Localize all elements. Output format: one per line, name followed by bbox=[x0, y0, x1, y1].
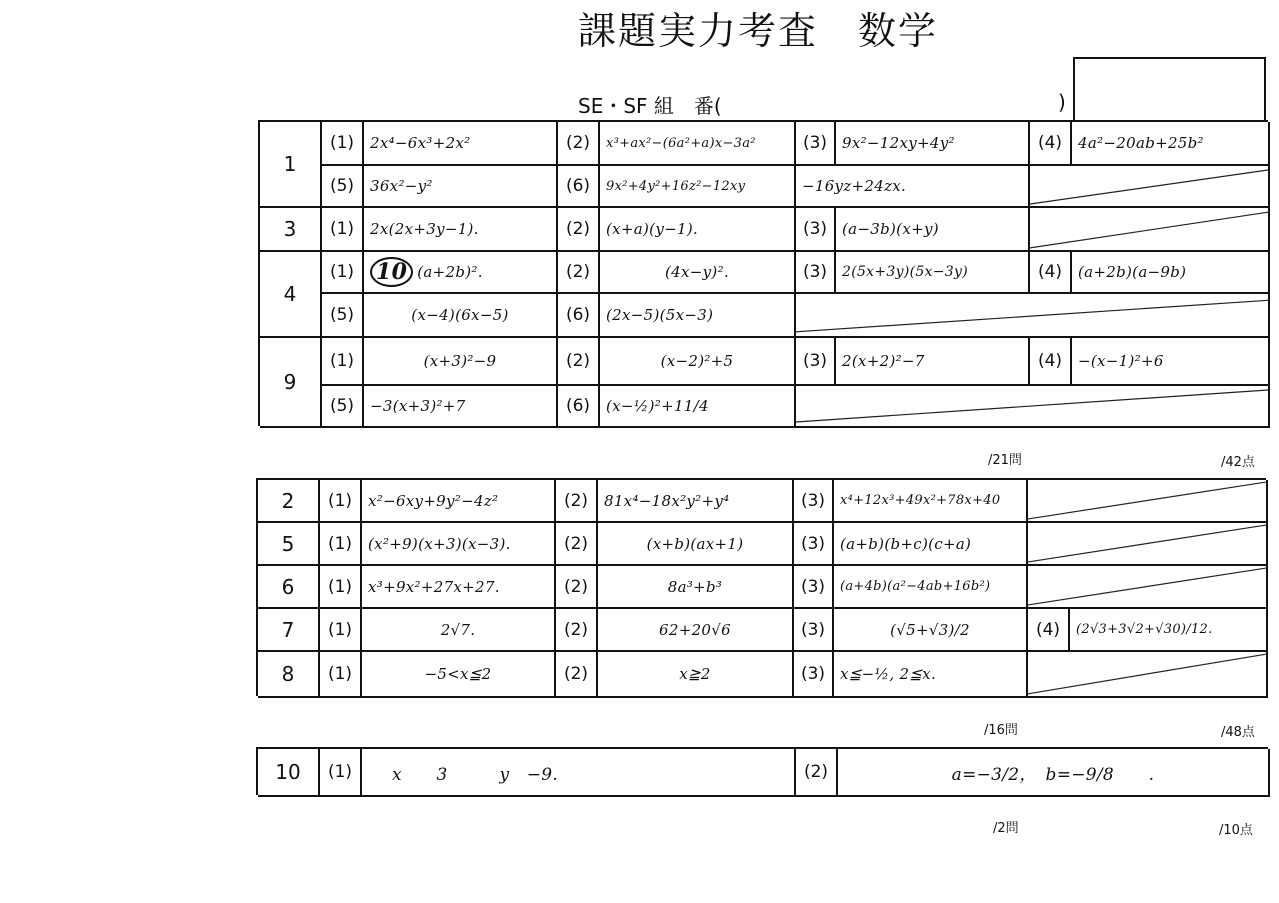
answer-cell: (√5+√3)/2 bbox=[834, 609, 1028, 652]
part-label: (1) bbox=[320, 609, 362, 652]
answer-cell: 2(5x+3y)(5x−3y) bbox=[836, 252, 1030, 294]
part-label: (2) bbox=[556, 652, 598, 698]
part-label: (3) bbox=[796, 338, 836, 386]
struck-blank-cell bbox=[796, 294, 1270, 338]
score-points: /48点 bbox=[1221, 725, 1255, 740]
part-label: (3) bbox=[796, 252, 836, 294]
class-number-close: ) bbox=[1058, 90, 1066, 114]
part-label: (6) bbox=[558, 386, 600, 428]
answer-cell: x³+ax²−(6a²+a)x−3a² bbox=[600, 122, 796, 166]
question-number: 1 bbox=[260, 122, 322, 208]
struck-blank-cell bbox=[1028, 566, 1268, 609]
answer-cell: x≦−½, 2≦x. bbox=[834, 652, 1028, 698]
struck-blank-cell bbox=[1030, 208, 1270, 252]
part-label: (3) bbox=[794, 652, 834, 698]
question-number: 8 bbox=[258, 652, 320, 698]
answer-cell: (x+b)(ax+1) bbox=[598, 523, 794, 566]
grader-mark: 10 bbox=[370, 257, 413, 287]
part-label: (3) bbox=[794, 480, 834, 523]
part-label: (2) bbox=[558, 208, 600, 252]
part-label: (1) bbox=[322, 208, 364, 252]
part-label: (6) bbox=[558, 166, 600, 208]
part-label: (4) bbox=[1030, 338, 1072, 386]
part-label: (6) bbox=[558, 294, 600, 338]
answer-cell: −3(x+3)²+7 bbox=[364, 386, 558, 428]
answer-cell: 4a²−20ab+25b² bbox=[1072, 122, 1270, 166]
part-label: (3) bbox=[794, 566, 834, 609]
answer-cell: x³+9x²+27x+27. bbox=[362, 566, 556, 609]
struck-blank-cell bbox=[1028, 523, 1268, 566]
answer-cell: −5<x≦2 bbox=[362, 652, 556, 698]
part-label: (2) bbox=[558, 122, 600, 166]
question-number: 6 bbox=[258, 566, 320, 609]
answer-cell: −(x−1)²+6 bbox=[1072, 338, 1270, 386]
answer-cell: (a+b)(b+c)(c+a) bbox=[834, 523, 1028, 566]
score-points: /42点 bbox=[1221, 455, 1255, 470]
part-label: (4) bbox=[1028, 609, 1070, 652]
part-label: (2) bbox=[558, 338, 600, 386]
part-label: (5) bbox=[322, 294, 364, 338]
score-questions: /2問 bbox=[993, 821, 1019, 836]
part-label: (3) bbox=[796, 208, 836, 252]
struck-blank-cell bbox=[1028, 652, 1268, 698]
answer-cell: 8a³+b³ bbox=[598, 566, 794, 609]
answer-cell: 36x²−y² bbox=[364, 166, 558, 208]
answer-cell: (x²+9)(x+3)(x−3). bbox=[362, 523, 556, 566]
part-label: (1) bbox=[320, 652, 362, 698]
struck-blank-cell bbox=[796, 386, 1270, 428]
answer-cell: 2(x+2)²−7 bbox=[836, 338, 1030, 386]
part-label: (4) bbox=[1030, 252, 1072, 294]
answer-cell: (x+3)²−9 bbox=[364, 338, 558, 386]
answer-cell: (x+a)(y−1). bbox=[600, 208, 796, 252]
part-label: (5) bbox=[322, 386, 364, 428]
part-label: (3) bbox=[796, 122, 836, 166]
answer-table-section-1 bbox=[258, 120, 1268, 426]
answer-table-section-2 bbox=[256, 478, 1266, 696]
answer-cell: 9x²−12xy+4y² bbox=[836, 122, 1030, 166]
score-points: /10点 bbox=[1219, 823, 1253, 838]
part-label: (2) bbox=[556, 609, 598, 652]
part-label: (5) bbox=[322, 166, 364, 208]
answer-cell bbox=[364, 252, 558, 294]
part-label: (3) bbox=[794, 609, 834, 652]
part-label: (1) bbox=[320, 749, 362, 797]
answer-cell: (x−2)²+5 bbox=[600, 338, 796, 386]
part-label: (2) bbox=[556, 523, 598, 566]
part-label: (2) bbox=[558, 252, 600, 294]
part-label: (2) bbox=[796, 749, 838, 797]
part-label: (2) bbox=[556, 480, 598, 523]
answer-cell: (a+2b)(a−9b) bbox=[1072, 252, 1270, 294]
part-label: (1) bbox=[320, 480, 362, 523]
answer-cell: 81x⁴−18x²y²+y⁴ bbox=[598, 480, 794, 523]
part-label: (2) bbox=[556, 566, 598, 609]
answer-cell-continued: −16yz+24zx. bbox=[796, 166, 1030, 208]
question-number: 7 bbox=[258, 609, 320, 652]
part-label: (1) bbox=[322, 338, 364, 386]
answer-cell: 2√7. bbox=[362, 609, 556, 652]
question-number: 5 bbox=[258, 523, 320, 566]
answer-cell: x≧2 bbox=[598, 652, 794, 698]
answer-cell: (x−4)(6x−5) bbox=[364, 294, 558, 338]
answer-cell: a=−3/2， b=−9/8 . bbox=[838, 749, 1270, 797]
question-number: 3 bbox=[260, 208, 322, 252]
struck-blank-cell bbox=[1028, 480, 1268, 523]
answer-cell: (2x−5)(5x−3) bbox=[600, 294, 796, 338]
part-label: (1) bbox=[320, 523, 362, 566]
class-number-label: SE・SF 組 番( bbox=[578, 94, 722, 118]
part-label: (4) bbox=[1030, 122, 1072, 166]
answer-cell: x²−6xy+9y²−4z² bbox=[362, 480, 556, 523]
answer-cell: 2x⁴−6x³+2x² bbox=[364, 122, 558, 166]
answer-cell: x 3 y −9. bbox=[362, 749, 796, 797]
answer-cell: (a−3b)(x+y) bbox=[836, 208, 1030, 252]
answer-cell: 9x²+4y²+16z²−12xy bbox=[600, 166, 796, 208]
score-questions: /21問 bbox=[988, 453, 1022, 468]
struck-blank-cell bbox=[1030, 166, 1270, 208]
question-number: 9 bbox=[260, 338, 322, 428]
part-label: (1) bbox=[322, 122, 364, 166]
answer-cell: (2√3+3√2+√30)/12. bbox=[1070, 609, 1268, 652]
answer-cell: (4x−y)². bbox=[600, 252, 796, 294]
answer-cell: (a+4b)(a²−4ab+16b²) bbox=[834, 566, 1028, 609]
question-number: 4 bbox=[260, 252, 322, 338]
part-label: (1) bbox=[320, 566, 362, 609]
answer-text: (a+2b)². bbox=[417, 263, 483, 281]
question-number: 10 bbox=[258, 749, 320, 797]
answer-table-section-3 bbox=[256, 747, 1268, 795]
part-label: (1) bbox=[322, 252, 364, 294]
question-number: 2 bbox=[258, 480, 320, 523]
part-label: (3) bbox=[794, 523, 834, 566]
answer-cell: 2x(2x+3y−1). bbox=[364, 208, 558, 252]
score-questions: /16問 bbox=[984, 723, 1018, 738]
score-box bbox=[1073, 57, 1266, 120]
answer-cell: (x−½)²+11/4 bbox=[600, 386, 796, 428]
answer-cell: 62+20√6 bbox=[598, 609, 794, 652]
answer-cell: x⁴+12x³+49x²+78x+40 bbox=[834, 480, 1028, 523]
page-title: 課題実力考査 数学 bbox=[578, 9, 939, 53]
